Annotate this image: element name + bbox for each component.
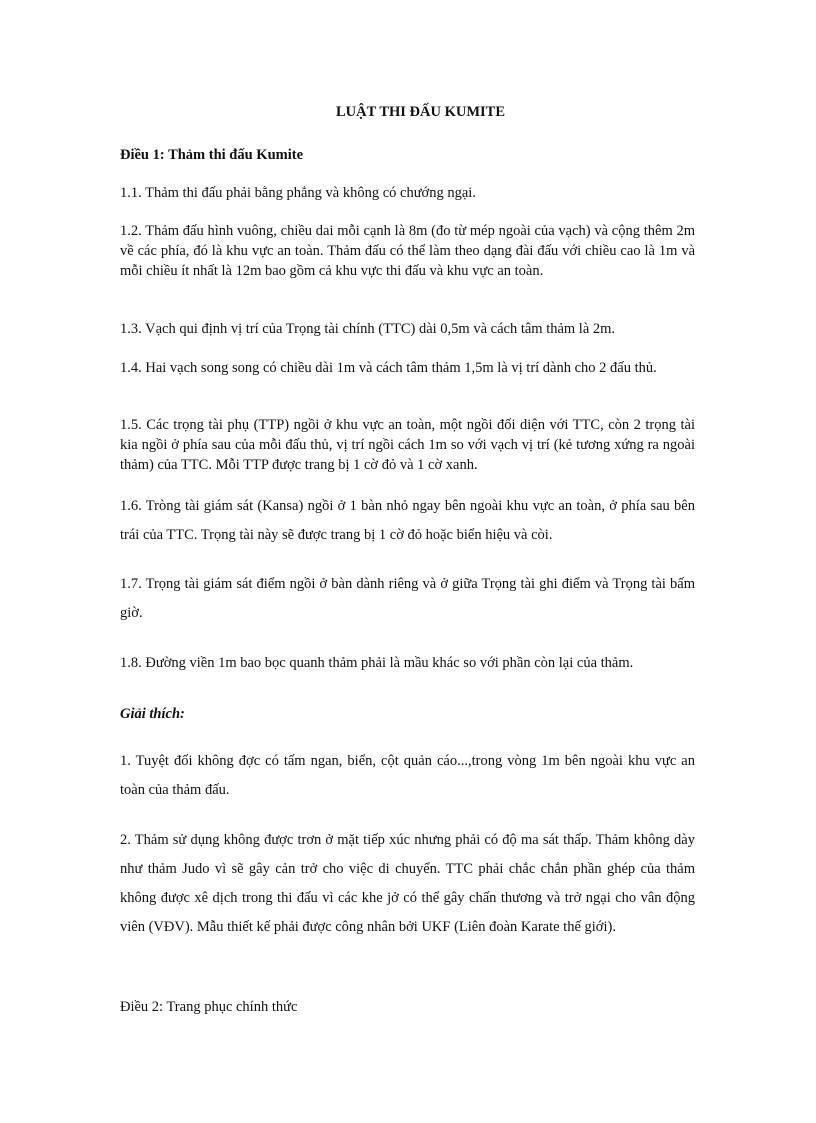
rule-1-6: 1.6. Tròng tài giám sát (Kansa) ngồi ở 1 bàn nhỏ ngay bên ngoài khu vực an toàn, ở phía sau bên trái của TTC. Trọng tài này sẽ được trang bị 1 cờ đỏ hoặc biển hiệu và còi. [120, 498, 695, 543]
explanation-2: 2. Thảm sử dụng không được trơn ở mặt tiếp xúc nhưng phải có độ ma sát thấp. Thảm không dày như thảm Judo vì sẽ gây cản trở cho việc di chuyển. TTC phải chắc chắn phần ghép của thảm không được xê dịch trong thi đấu vì các khe jở có thể gây chấn thương và trở ngại cho vân động viên (VĐV). Mẫu thiết kế phải được công nhân bởi UKF (Liên đoàn Karate thế giới). [120, 832, 695, 935]
document-title: LUẬT THI ĐẤU KUMITE [335, 104, 506, 120]
explanation-1: 1. Tuyệt đối không đợc có tấm ngan, biển, cột quản cáo...,trong vòng 1m bên ngoài khu vực an toàn của thảm đấu. [120, 753, 695, 798]
article-2-heading: Điều 2: Trang phục chính thức [120, 999, 298, 1015]
rule-1-8: 1.8. Đường viền 1m bao bọc quanh thảm phải là mầu khác so với phần còn lại của thảm. [120, 655, 634, 671]
rule-1-1: 1.1. Thảm thi đấu phải bằng phẳng và không có chướng ngại. [120, 185, 476, 201]
rule-1-5: 1.5. Các trọng tài phụ (TTP) ngồi ở khu vực an toàn, một ngồi đối diện với TTC, còn 2 trọng tài kia ngồi ở phía sau của mỗi đấu thủ, vị trí ngồi cách 1m so với vạch vị trí (kẻ tương xứng ra ngoài thảm) của TTC. Mỗi TTP được trang bị 1 cờ đỏ và 1 cờ xanh. [120, 417, 695, 473]
rule-1-2: 1.2. Thảm đấu hình vuông, chiều dai mỗi cạnh là 8m (đo từ mép ngoài của vạch) và cộng thêm 2m về các phía, đó là khu vực an toàn. Thảm đấu có thể làm theo dạng đài đấu với chiều cao là 1m và mỗi chiều ít nhất là 12m bao gồm cả khu vực thi đấu và khu vực an toàn. [120, 223, 695, 279]
explanation-heading: Giải thích: [120, 706, 185, 722]
article-1-heading: Điều 1: Thảm thi đấu Kumite [120, 147, 304, 163]
rule-1-7: 1.7. Trọng tài giám sát điểm ngồi ở bàn dành riêng và ở giữa Trọng tài ghi điểm và Trọng tài bấm giờ. [120, 576, 695, 621]
rule-1-3: 1.3. Vạch qui định vị trí của Trọng tài chính (TTC) dài 0,5m và cách tâm thảm là 2m. [120, 321, 616, 337]
rule-1-4: 1.4. Hai vạch song song có chiều dài 1m và cách tâm thảm 1,5m là vị trí dành cho 2 đấu thủ. [120, 360, 657, 376]
